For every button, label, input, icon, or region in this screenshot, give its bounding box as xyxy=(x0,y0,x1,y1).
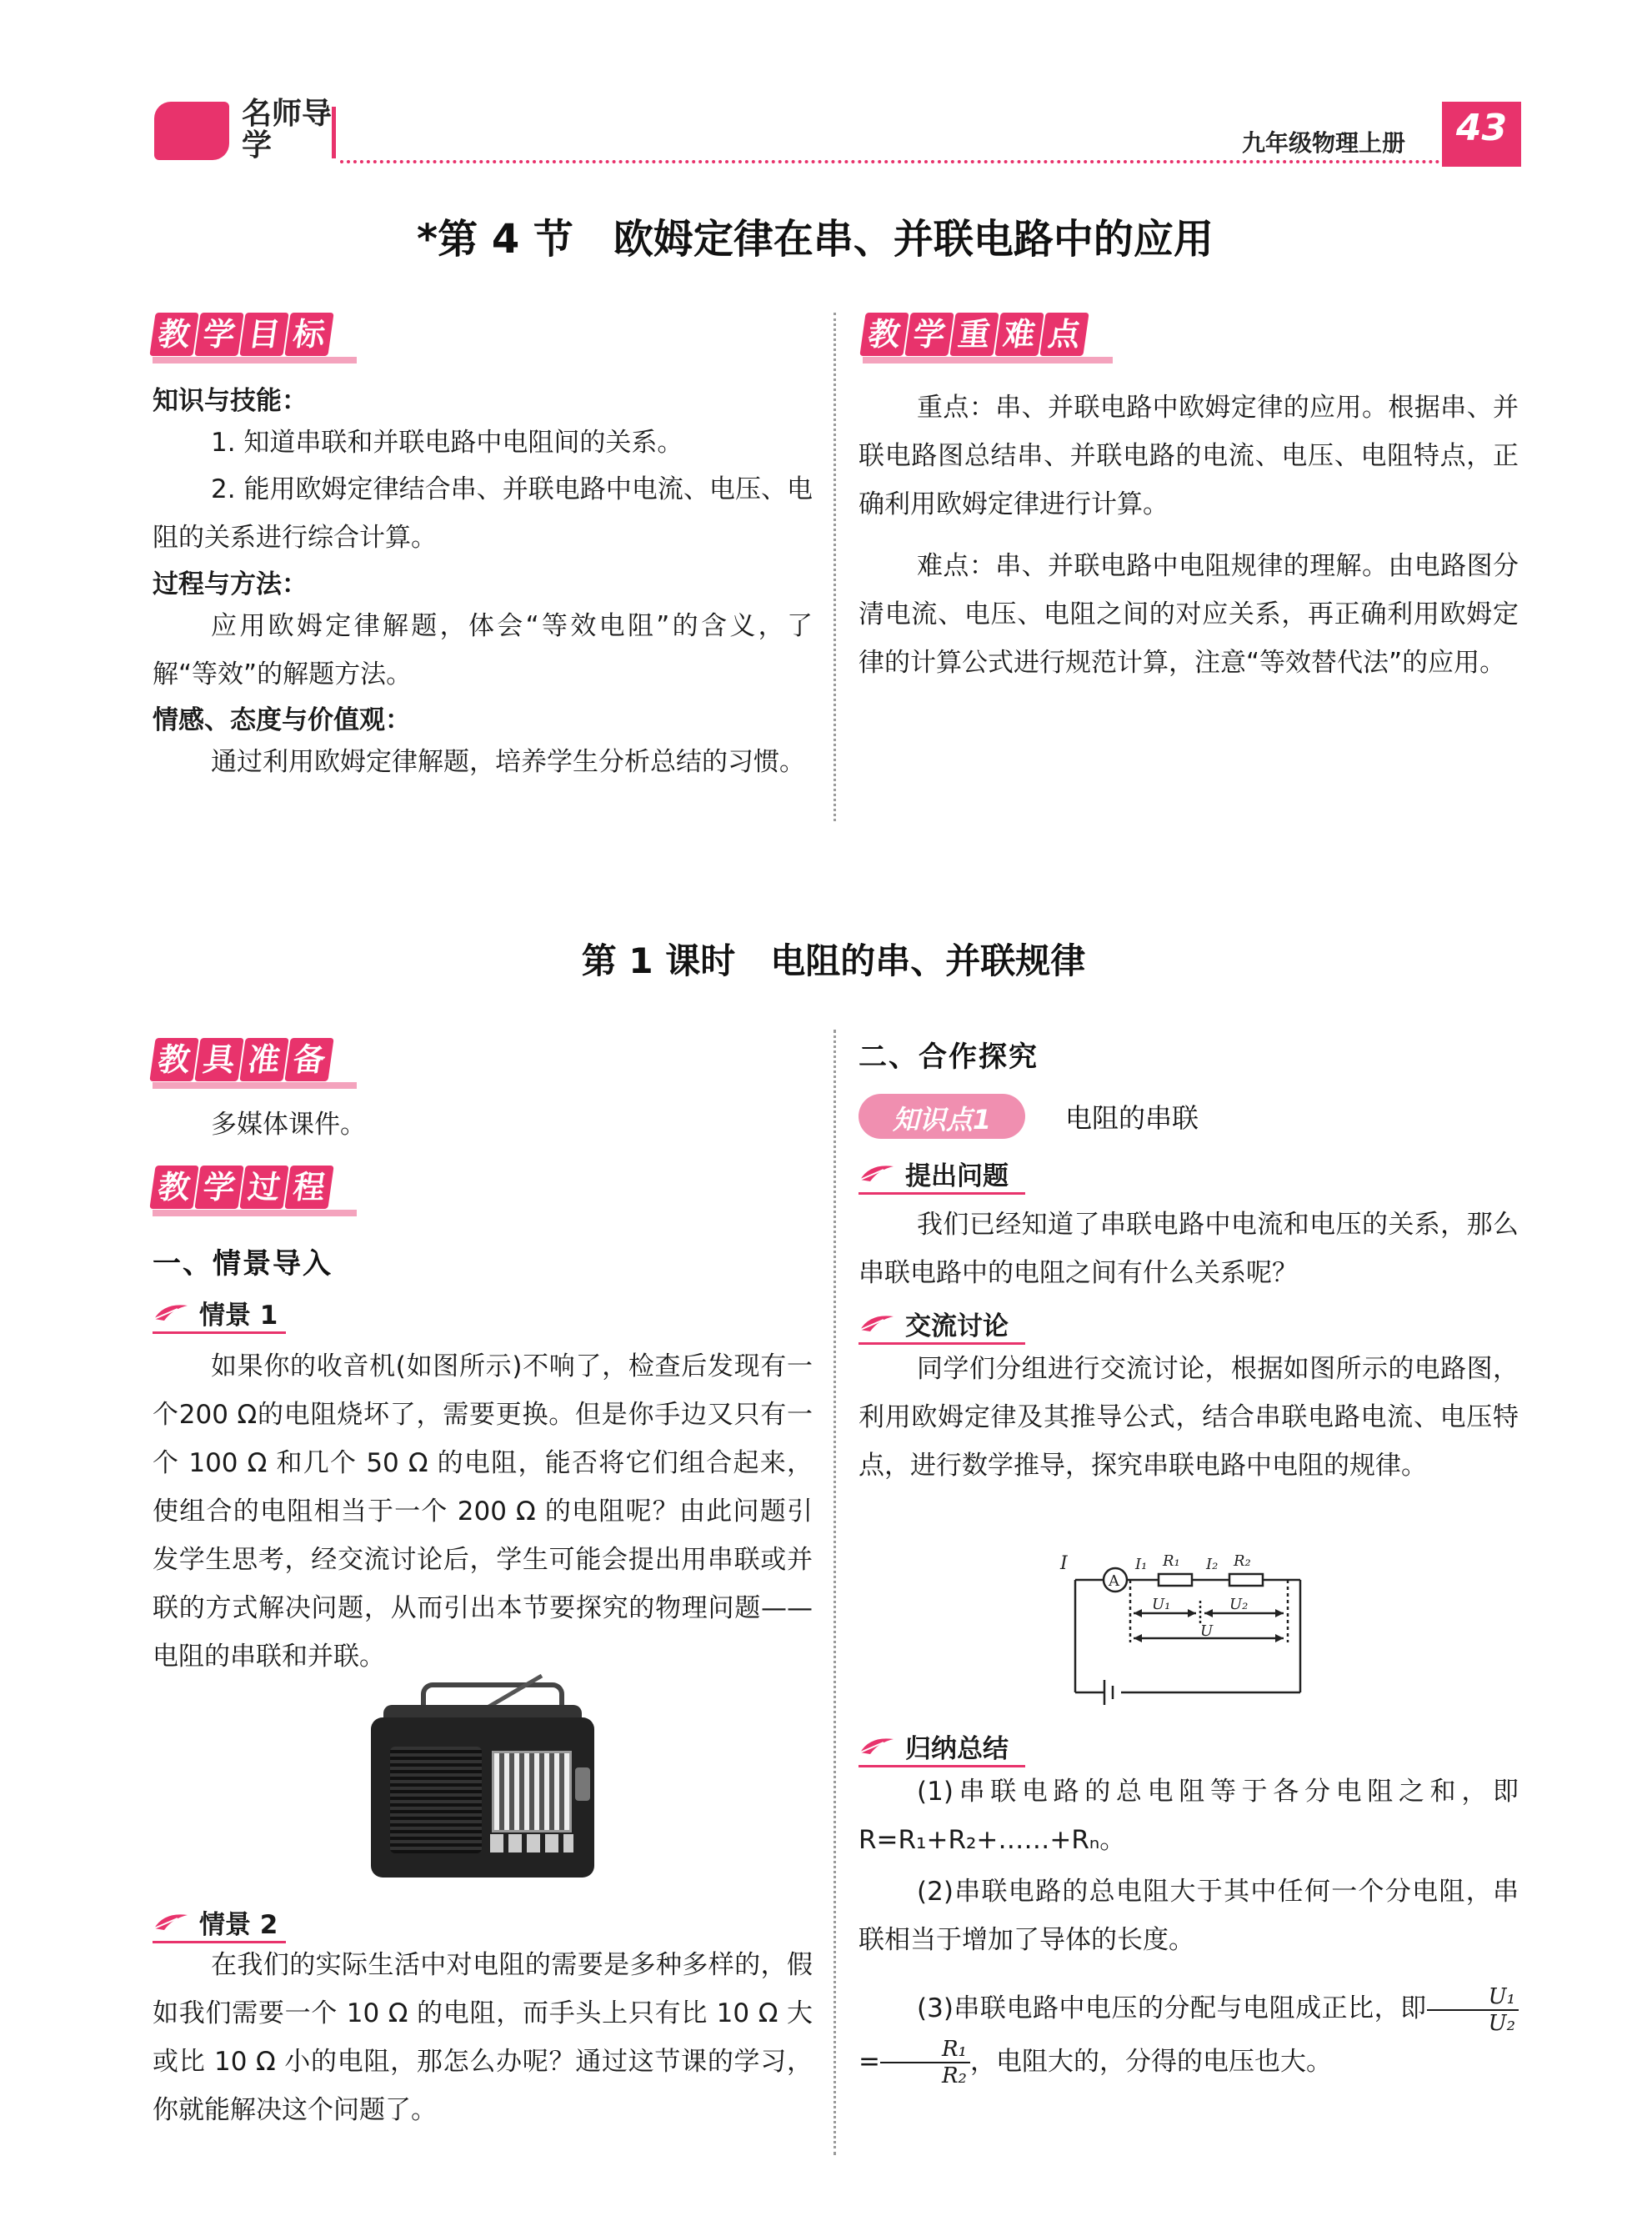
circuit-label-I2: I₂ xyxy=(1206,1556,1219,1573)
book-title: 九年级物理上册 xyxy=(1242,129,1406,157)
objectives-heading xyxy=(153,313,333,356)
leaf-icon xyxy=(859,1734,895,1756)
heading-char: 重 xyxy=(949,313,999,356)
section-title: *第 4 节 欧姆定律在串、并联电路中的应用 xyxy=(417,216,1214,263)
keypoints-heading xyxy=(863,313,1088,356)
page-number: 43 xyxy=(1455,107,1508,149)
radio-buttons xyxy=(490,1834,573,1852)
radio-dial xyxy=(492,1751,572,1832)
objective-emotion: 通过利用欧姆定律解题，培养学生分析总结的习惯。 xyxy=(211,747,805,777)
heading-char: 难 xyxy=(994,313,1044,356)
objective-process: 应用欧姆定律解题，体会“等效电阻”的含义，了解“等效”的解题方法。 xyxy=(153,611,813,689)
part1-title: 一、情景导入 xyxy=(153,1247,333,1281)
radio-speaker xyxy=(390,1747,482,1853)
leaf-icon xyxy=(859,1161,895,1183)
heading-char: 程 xyxy=(284,1166,333,1209)
equals-sign: = xyxy=(859,2046,880,2077)
ask-label-text: 提出问题 xyxy=(905,1161,1009,1191)
circuit-label-R2: R₂ xyxy=(1234,1552,1251,1570)
scene2-text: 在我们的实际生活中对电阻的需要是多种多样的，假如我们需要一个 10 Ω 的电阻，而手头上只有比 10 Ω 大或比 10 Ω 小的电阻，那怎么办呢？通过这节课的学习，你就能解决这个问题了。 xyxy=(153,1950,813,2125)
heading-char: 学 xyxy=(194,313,243,356)
series-circuit-diagram xyxy=(1059,1542,1309,1709)
heading-underline xyxy=(153,357,357,363)
heading-char: 学 xyxy=(904,313,954,356)
heading-underline xyxy=(153,1210,357,1216)
difficult-point-text: 难点：串、并联电路中电阻规律的理解。由电路图分清电流、电压、电阻之间的对应关系，再正确利用欧姆定律的计算公式进行规范计算，注意“等效替代法”的应用。 xyxy=(859,551,1519,678)
heading-char: 备 xyxy=(284,1038,333,1081)
label-underline xyxy=(859,1192,1025,1195)
fraction-u xyxy=(1427,1984,1519,2036)
circuit-label-I: I xyxy=(1060,1553,1068,1574)
heading-char: 点 xyxy=(1039,313,1089,356)
heading-char: 准 xyxy=(239,1038,288,1081)
heading-char: 学 xyxy=(194,1166,243,1209)
fraction-numerator: U₁ xyxy=(1427,1984,1519,2011)
heading-char: 教 xyxy=(859,313,909,356)
heading-char: 过 xyxy=(239,1166,288,1209)
knowledge-label: 知识与技能： xyxy=(153,386,308,416)
scene2-label xyxy=(153,1903,278,1941)
circuit-label-U: U xyxy=(1200,1622,1214,1640)
ask-label xyxy=(859,1155,1009,1192)
scene2-label-text: 情景 2 xyxy=(199,1910,278,1940)
discuss-text: 同学们分组进行交流讨论，根据如图所示的电路图，利用欧姆定律及其推导公式，结合串联电路电流、电压特点，进行数学推导，探究串联电路中电阻的规律。 xyxy=(859,1354,1519,1481)
summary-label xyxy=(859,1727,1009,1765)
heading-char: 教 xyxy=(149,1038,198,1081)
heading-underline xyxy=(153,1082,357,1089)
summary-2: (2)串联电路的总电阻大于其中任何一个分电阻，串联相当于增加了导体的长度。 xyxy=(859,1877,1519,1955)
objective-k1: 1. 知道串联和并联电路中电阻间的关系。 xyxy=(211,428,683,458)
leaf-icon xyxy=(153,1301,189,1322)
summary-1: (1)串联电路的总电阻等于各分电阻之和，即 R=R₁+R₂+……+Rₙ。 xyxy=(859,1777,1519,1855)
summary-label-text: 归纳总结 xyxy=(905,1734,1009,1764)
knowledge-point-badge-text: 知识点1 xyxy=(892,1104,992,1136)
lesson-title: 第 1 课时 电阻的串、并联规律 xyxy=(581,940,1086,981)
knowledge-point-title: 电阻的串联 xyxy=(1065,1102,1199,1134)
summary-3-suffix: ，电阻大的，分得的电压也大。 xyxy=(969,2046,1332,2077)
key-point-text: 重点：串、并联电路中欧姆定律的应用。根据串、并联电路图总结串、并联电路的电流、电压、电阻特点，正确利用欧姆定律进行计算。 xyxy=(859,393,1519,519)
heading-char: 教 xyxy=(149,313,198,356)
process-heading xyxy=(153,1166,333,1209)
logo-text: 名师导学 xyxy=(242,97,333,163)
scene1-text: 如果你的收音机(如图所示)不响了，检查后发现有一个200 Ω的电阻烧坏了，需要更换。但是你手边又只有一个 100 Ω 和几个 50 Ω 的电阻，能否将它们组合起来，使组合的电阻相当于一个 200 Ω 的电阻呢？由此问题引发学生思考，经交流讨论后，学生可能会提出用串联或并联的方式解决问题，从而引出本节要探究的物理问题——电阻的串联和并联。 xyxy=(153,1351,813,1672)
leaf-icon xyxy=(153,1910,189,1932)
label-underline xyxy=(153,1331,286,1334)
circuit-label-U2: U₂ xyxy=(1229,1596,1249,1613)
tools-heading xyxy=(153,1038,333,1081)
circuit-label-I1: I₁ xyxy=(1135,1556,1148,1573)
emotion-label: 情感、态度与价值观： xyxy=(153,705,411,735)
circuit-label-U1: U₁ xyxy=(1152,1596,1171,1613)
ask-text: 我们已经知道了串联电路中电流和电压的关系，那么串联电路中的电阻之间有什么关系呢？ xyxy=(859,1210,1519,1288)
logo-divider xyxy=(332,107,336,158)
leaf-icon xyxy=(859,1311,895,1333)
fraction-numerator: R₁ xyxy=(880,2037,970,2063)
scene1-label-text: 情景 1 xyxy=(199,1301,278,1331)
discuss-label-text: 交流讨论 xyxy=(905,1311,1009,1341)
discuss-label xyxy=(859,1305,1009,1342)
circuit-label-R1: R₁ xyxy=(1163,1552,1180,1570)
scene1-label xyxy=(153,1294,278,1331)
fraction-denominator: R₂ xyxy=(941,2063,967,2088)
fraction-denominator: U₂ xyxy=(1488,2010,1515,2036)
objective-k2: 2. 能用欧姆定律结合串、并联电路中电流、电压、电阻的关系进行综合计算。 xyxy=(153,474,813,553)
heading-char: 标 xyxy=(284,313,333,356)
circuit-label-A: A xyxy=(1109,1572,1119,1590)
column-divider xyxy=(834,1030,836,2155)
summary-3 xyxy=(859,1983,1519,2088)
logo-mark xyxy=(154,102,229,160)
radio-knob xyxy=(575,1767,590,1801)
fraction-r xyxy=(880,2037,970,2088)
heading-char: 具 xyxy=(194,1038,243,1081)
header-dotted-rule xyxy=(340,160,1440,163)
summary-3-prefix: (3)串联电路中电压的分配与电阻成正比，即 xyxy=(917,1993,1427,2023)
heading-underline xyxy=(863,357,1113,363)
column-divider xyxy=(834,313,836,821)
heading-char: 教 xyxy=(149,1166,198,1209)
part2-title: 二、合作探究 xyxy=(859,1040,1039,1074)
heading-char: 目 xyxy=(239,313,288,356)
process-label: 过程与方法： xyxy=(153,569,308,599)
tools-text: 多媒体课件。 xyxy=(211,1110,366,1140)
